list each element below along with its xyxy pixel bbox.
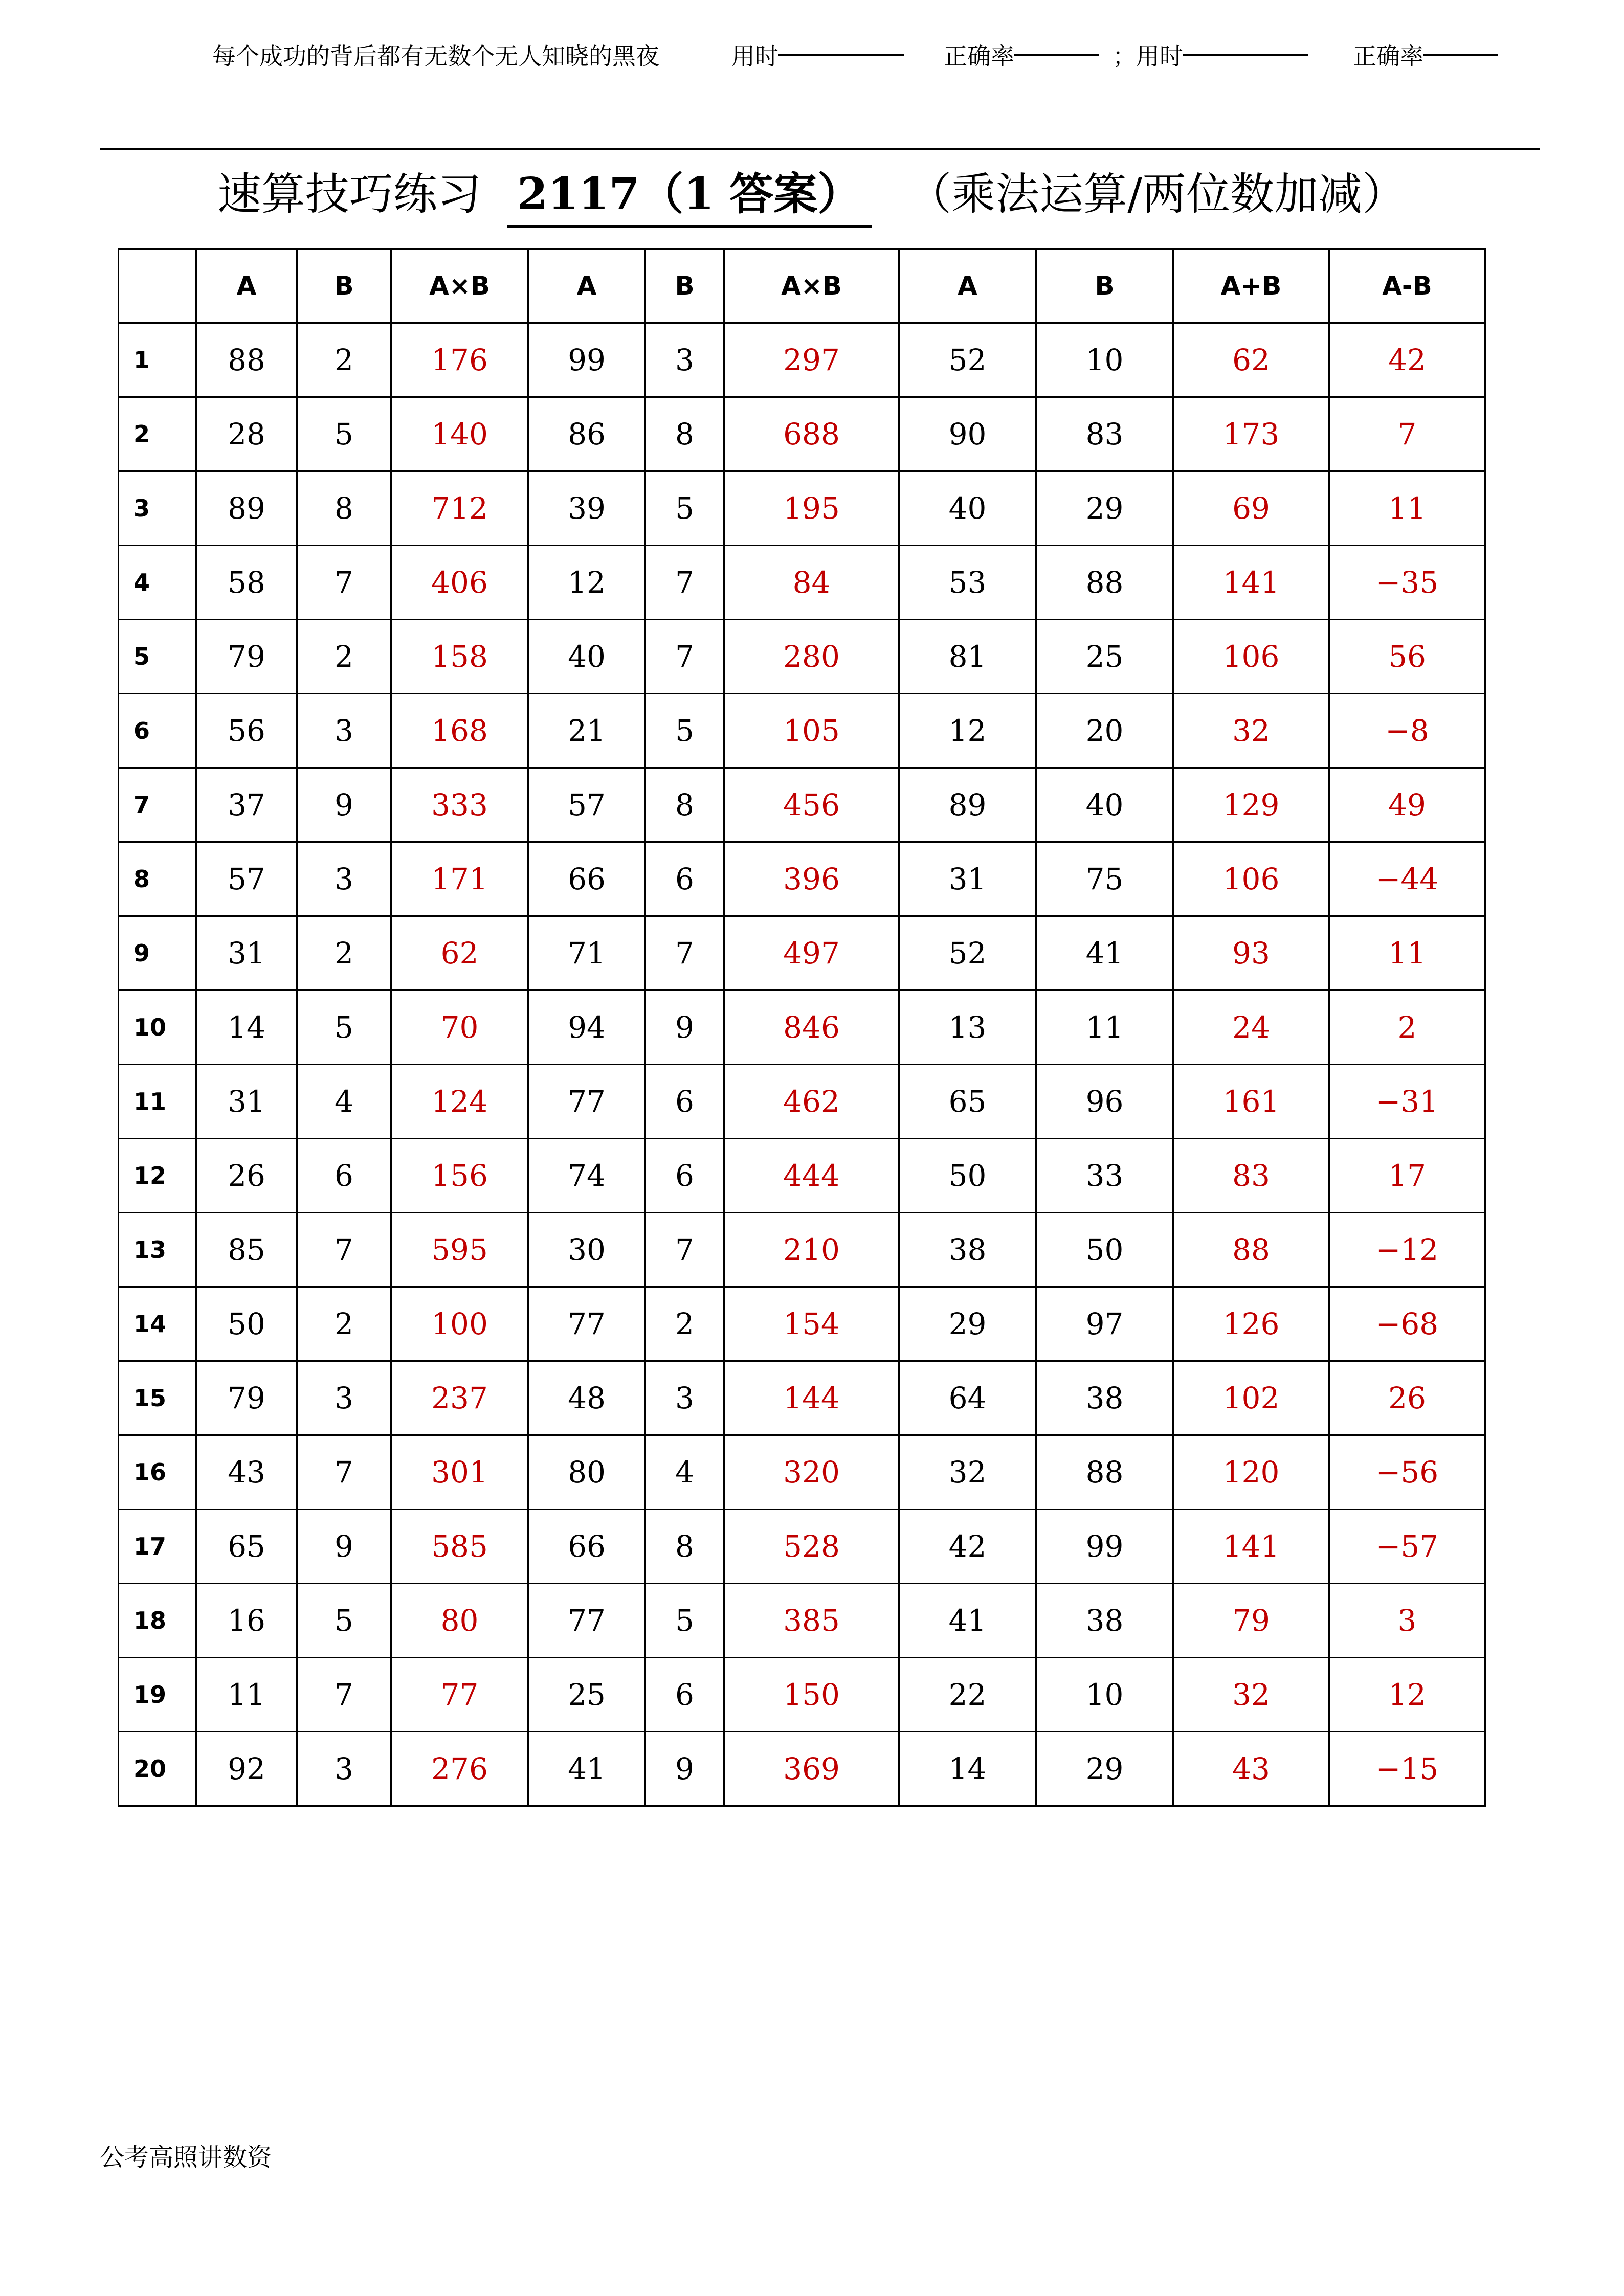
column-header-a1: A bbox=[196, 249, 297, 323]
column-header-difference: A-B bbox=[1329, 249, 1485, 323]
cell-a2: 40 bbox=[528, 620, 646, 694]
table-row bbox=[119, 1213, 1485, 1287]
row-number: 9 bbox=[119, 916, 196, 991]
cell-difference: 11 bbox=[1329, 471, 1485, 546]
cell-sum: 32 bbox=[1173, 1658, 1329, 1732]
cell-b2: 6 bbox=[646, 1065, 724, 1139]
row-number: 10 bbox=[119, 991, 196, 1065]
table-row bbox=[119, 1361, 1485, 1435]
cell-a1: 37 bbox=[196, 768, 297, 842]
cell-a1: 43 bbox=[196, 1435, 297, 1510]
row-number: 13 bbox=[119, 1213, 196, 1287]
cell-difference: −44 bbox=[1329, 842, 1485, 916]
cell-product1: 158 bbox=[391, 620, 528, 694]
time-field-1 bbox=[731, 26, 778, 87]
cell-product1: 595 bbox=[391, 1213, 528, 1287]
cell-a1: 92 bbox=[196, 1732, 297, 1806]
cell-a2: 77 bbox=[528, 1287, 646, 1361]
table-row bbox=[119, 1287, 1485, 1361]
cell-b1: 7 bbox=[297, 1213, 391, 1287]
cell-sum: 79 bbox=[1173, 1584, 1329, 1658]
table-row bbox=[119, 1732, 1485, 1806]
cell-a1: 31 bbox=[196, 916, 297, 991]
column-header-b3: B bbox=[1036, 249, 1173, 323]
cell-a2: 86 bbox=[528, 397, 646, 471]
cell-difference: 56 bbox=[1329, 620, 1485, 694]
cell-b1: 9 bbox=[297, 1510, 391, 1584]
cell-difference: −68 bbox=[1329, 1287, 1485, 1361]
header-line bbox=[100, 26, 1532, 87]
cell-b3: 29 bbox=[1036, 1732, 1173, 1806]
cell-difference: 17 bbox=[1329, 1139, 1485, 1213]
cell-a2: 66 bbox=[528, 1510, 646, 1584]
time-label-1: 用时 bbox=[731, 42, 778, 70]
header-row bbox=[119, 249, 1485, 323]
cell-difference: 7 bbox=[1329, 397, 1485, 471]
row-number: 1 bbox=[119, 323, 196, 397]
accuracy-blank-1[interactable] bbox=[1014, 26, 1099, 56]
cell-b1: 5 bbox=[297, 991, 391, 1065]
cell-a3: 14 bbox=[899, 1732, 1036, 1806]
cell-b2: 5 bbox=[646, 1584, 724, 1658]
cell-a3: 12 bbox=[899, 694, 1036, 768]
cell-difference: 49 bbox=[1329, 768, 1485, 842]
cell-b2: 7 bbox=[646, 546, 724, 620]
cell-a2: 77 bbox=[528, 1065, 646, 1139]
cell-a1: 16 bbox=[196, 1584, 297, 1658]
column-header-a3: A bbox=[899, 249, 1036, 323]
time-label-2: 用时 bbox=[1136, 42, 1183, 70]
cell-sum: 83 bbox=[1173, 1139, 1329, 1213]
cell-a1: 50 bbox=[196, 1287, 297, 1361]
cell-b2: 5 bbox=[646, 471, 724, 546]
table-row bbox=[119, 694, 1485, 768]
cell-a3: 40 bbox=[899, 471, 1036, 546]
separator: ； bbox=[1113, 42, 1136, 70]
cell-difference: 12 bbox=[1329, 1658, 1485, 1732]
cell-product2: 846 bbox=[724, 991, 899, 1065]
cell-a2: 99 bbox=[528, 323, 646, 397]
cell-b2: 3 bbox=[646, 323, 724, 397]
cell-product2: 144 bbox=[724, 1361, 899, 1435]
cell-sum: 173 bbox=[1173, 397, 1329, 471]
cell-a3: 53 bbox=[899, 546, 1036, 620]
cell-a2: 30 bbox=[528, 1213, 646, 1287]
page-title bbox=[217, 159, 1406, 230]
cell-a2: 25 bbox=[528, 1658, 646, 1732]
cell-product1: 156 bbox=[391, 1139, 528, 1213]
cell-product1: 333 bbox=[391, 768, 528, 842]
table-row bbox=[119, 768, 1485, 842]
row-number: 3 bbox=[119, 471, 196, 546]
table-row bbox=[119, 842, 1485, 916]
cell-a3: 29 bbox=[899, 1287, 1036, 1361]
cell-a2: 39 bbox=[528, 471, 646, 546]
cell-a1: 14 bbox=[196, 991, 297, 1065]
cell-a3: 90 bbox=[899, 397, 1036, 471]
accuracy-label-1: 正确率 bbox=[944, 42, 1014, 70]
column-header-index bbox=[119, 249, 196, 323]
cell-sum: 141 bbox=[1173, 1510, 1329, 1584]
cell-sum: 24 bbox=[1173, 991, 1329, 1065]
cell-product2: 280 bbox=[724, 620, 899, 694]
time-blank-1[interactable] bbox=[778, 26, 904, 56]
cell-difference: 2 bbox=[1329, 991, 1485, 1065]
accuracy-blank-2[interactable] bbox=[1423, 26, 1498, 56]
cell-a2: 66 bbox=[528, 842, 646, 916]
title-code: 2117（1 答案） bbox=[507, 164, 872, 228]
cell-a1: 31 bbox=[196, 1065, 297, 1139]
cell-product1: 176 bbox=[391, 323, 528, 397]
title-topic: （乘法运算/两位数加减） bbox=[907, 169, 1407, 220]
accuracy-field-2 bbox=[1353, 26, 1423, 87]
cell-b3: 38 bbox=[1036, 1584, 1173, 1658]
cell-a1: 65 bbox=[196, 1510, 297, 1584]
cell-b2: 9 bbox=[646, 991, 724, 1065]
cell-a2: 94 bbox=[528, 991, 646, 1065]
cell-product2: 528 bbox=[724, 1510, 899, 1584]
cell-a1: 89 bbox=[196, 471, 297, 546]
cell-a2: 21 bbox=[528, 694, 646, 768]
cell-b1: 2 bbox=[297, 323, 391, 397]
cell-b2: 5 bbox=[646, 694, 724, 768]
cell-difference: −8 bbox=[1329, 694, 1485, 768]
cell-sum: 106 bbox=[1173, 842, 1329, 916]
cell-difference: 26 bbox=[1329, 1361, 1485, 1435]
table-row bbox=[119, 1139, 1485, 1213]
cell-b3: 50 bbox=[1036, 1213, 1173, 1287]
motto: 每个成功的背后都有无数个无人知晓的黑夜 bbox=[212, 42, 659, 70]
cell-product2: 444 bbox=[724, 1139, 899, 1213]
cell-product1: 276 bbox=[391, 1732, 528, 1806]
header-divider bbox=[100, 148, 1540, 150]
cell-b3: 20 bbox=[1036, 694, 1173, 768]
cell-b3: 41 bbox=[1036, 916, 1173, 991]
table-row bbox=[119, 991, 1485, 1065]
cell-product2: 195 bbox=[724, 471, 899, 546]
title-main: 速算技巧练习 bbox=[217, 169, 481, 220]
cell-product1: 62 bbox=[391, 916, 528, 991]
cell-a3: 52 bbox=[899, 916, 1036, 991]
cell-a1: 58 bbox=[196, 546, 297, 620]
cell-product1: 301 bbox=[391, 1435, 528, 1510]
row-number: 5 bbox=[119, 620, 196, 694]
cell-a3: 38 bbox=[899, 1213, 1036, 1287]
cell-product1: 585 bbox=[391, 1510, 528, 1584]
cell-b2: 7 bbox=[646, 916, 724, 991]
cell-b1: 6 bbox=[297, 1139, 391, 1213]
cell-a3: 65 bbox=[899, 1065, 1036, 1139]
cell-product2: 84 bbox=[724, 546, 899, 620]
cell-product1: 406 bbox=[391, 546, 528, 620]
cell-a2: 77 bbox=[528, 1584, 646, 1658]
practice-table bbox=[118, 248, 1486, 1807]
cell-b1: 7 bbox=[297, 546, 391, 620]
cell-b1: 7 bbox=[297, 1435, 391, 1510]
cell-product2: 297 bbox=[724, 323, 899, 397]
cell-a3: 50 bbox=[899, 1139, 1036, 1213]
row-number: 11 bbox=[119, 1065, 196, 1139]
cell-product1: 124 bbox=[391, 1065, 528, 1139]
cell-product1: 140 bbox=[391, 397, 528, 471]
cell-a2: 12 bbox=[528, 546, 646, 620]
cell-a3: 64 bbox=[899, 1361, 1036, 1435]
table-row bbox=[119, 1584, 1485, 1658]
row-number: 4 bbox=[119, 546, 196, 620]
cell-b2: 2 bbox=[646, 1287, 724, 1361]
cell-b3: 10 bbox=[1036, 323, 1173, 397]
cell-product2: 385 bbox=[724, 1584, 899, 1658]
cell-a2: 48 bbox=[528, 1361, 646, 1435]
cell-sum: 126 bbox=[1173, 1287, 1329, 1361]
cell-b1: 2 bbox=[297, 620, 391, 694]
cell-a2: 41 bbox=[528, 1732, 646, 1806]
cell-sum: 141 bbox=[1173, 546, 1329, 620]
cell-product2: 369 bbox=[724, 1732, 899, 1806]
cell-product2: 154 bbox=[724, 1287, 899, 1361]
cell-product1: 237 bbox=[391, 1361, 528, 1435]
cell-a2: 71 bbox=[528, 916, 646, 991]
cell-b2: 7 bbox=[646, 620, 724, 694]
row-number: 19 bbox=[119, 1658, 196, 1732]
table-row bbox=[119, 1658, 1485, 1732]
cell-b1: 5 bbox=[297, 1584, 391, 1658]
cell-b3: 88 bbox=[1036, 1435, 1173, 1510]
row-number: 2 bbox=[119, 397, 196, 471]
cell-product1: 70 bbox=[391, 991, 528, 1065]
cell-b1: 3 bbox=[297, 1361, 391, 1435]
cell-b1: 2 bbox=[297, 1287, 391, 1361]
cell-b2: 8 bbox=[646, 397, 724, 471]
row-number: 12 bbox=[119, 1139, 196, 1213]
cell-a3: 32 bbox=[899, 1435, 1036, 1510]
cell-product1: 168 bbox=[391, 694, 528, 768]
cell-a1: 56 bbox=[196, 694, 297, 768]
column-header-a2: A bbox=[528, 249, 646, 323]
cell-difference: 42 bbox=[1329, 323, 1485, 397]
cell-difference: −12 bbox=[1329, 1213, 1485, 1287]
cell-b3: 88 bbox=[1036, 546, 1173, 620]
cell-sum: 102 bbox=[1173, 1361, 1329, 1435]
accuracy-field-1 bbox=[944, 26, 1014, 87]
table-row bbox=[119, 1065, 1485, 1139]
table-row bbox=[119, 323, 1485, 397]
cell-b1: 4 bbox=[297, 1065, 391, 1139]
cell-b1: 3 bbox=[297, 842, 391, 916]
cell-a1: 28 bbox=[196, 397, 297, 471]
cell-difference: −56 bbox=[1329, 1435, 1485, 1510]
cell-b2: 9 bbox=[646, 1732, 724, 1806]
row-number: 8 bbox=[119, 842, 196, 916]
cell-sum: 69 bbox=[1173, 471, 1329, 546]
cell-b2: 8 bbox=[646, 1510, 724, 1584]
column-header-b1: B bbox=[297, 249, 391, 323]
cell-a1: 79 bbox=[196, 620, 297, 694]
row-number: 6 bbox=[119, 694, 196, 768]
cell-product2: 688 bbox=[724, 397, 899, 471]
cell-product1: 77 bbox=[391, 1658, 528, 1732]
cell-b1: 8 bbox=[297, 471, 391, 546]
table-row bbox=[119, 546, 1485, 620]
cell-product1: 80 bbox=[391, 1584, 528, 1658]
cell-a3: 42 bbox=[899, 1510, 1036, 1584]
cell-sum: 129 bbox=[1173, 768, 1329, 842]
cell-a3: 81 bbox=[899, 620, 1036, 694]
table-row bbox=[119, 1435, 1485, 1510]
cell-product2: 105 bbox=[724, 694, 899, 768]
cell-product1: 712 bbox=[391, 471, 528, 546]
row-number: 16 bbox=[119, 1435, 196, 1510]
cell-sum: 32 bbox=[1173, 694, 1329, 768]
cell-a3: 52 bbox=[899, 323, 1036, 397]
cell-a1: 85 bbox=[196, 1213, 297, 1287]
cell-b3: 99 bbox=[1036, 1510, 1173, 1584]
row-number: 14 bbox=[119, 1287, 196, 1361]
cell-b2: 7 bbox=[646, 1213, 724, 1287]
table-body bbox=[119, 323, 1485, 1806]
cell-b3: 11 bbox=[1036, 991, 1173, 1065]
cell-sum: 161 bbox=[1173, 1065, 1329, 1139]
cell-sum: 106 bbox=[1173, 620, 1329, 694]
row-number: 20 bbox=[119, 1732, 196, 1806]
cell-b3: 10 bbox=[1036, 1658, 1173, 1732]
cell-difference: −15 bbox=[1329, 1732, 1485, 1806]
cell-product1: 100 bbox=[391, 1287, 528, 1361]
cell-a3: 13 bbox=[899, 991, 1036, 1065]
cell-b1: 3 bbox=[297, 694, 391, 768]
cell-b3: 29 bbox=[1036, 471, 1173, 546]
cell-a1: 79 bbox=[196, 1361, 297, 1435]
cell-product2: 396 bbox=[724, 842, 899, 916]
cell-a1: 57 bbox=[196, 842, 297, 916]
table-row bbox=[119, 1510, 1485, 1584]
cell-b1: 9 bbox=[297, 768, 391, 842]
column-header-sum: A+B bbox=[1173, 249, 1329, 323]
table-row bbox=[119, 471, 1485, 546]
cell-sum: 62 bbox=[1173, 323, 1329, 397]
cell-difference: 3 bbox=[1329, 1584, 1485, 1658]
cell-b2: 6 bbox=[646, 1658, 724, 1732]
cell-b2: 4 bbox=[646, 1435, 724, 1510]
cell-b3: 33 bbox=[1036, 1139, 1173, 1213]
row-number: 17 bbox=[119, 1510, 196, 1584]
cell-b3: 38 bbox=[1036, 1361, 1173, 1435]
cell-b1: 7 bbox=[297, 1658, 391, 1732]
cell-a1: 11 bbox=[196, 1658, 297, 1732]
cell-b2: 3 bbox=[646, 1361, 724, 1435]
cell-product2: 210 bbox=[724, 1213, 899, 1287]
cell-a3: 41 bbox=[899, 1584, 1036, 1658]
accuracy-label-2: 正确率 bbox=[1353, 42, 1423, 70]
cell-b2: 6 bbox=[646, 1139, 724, 1213]
cell-product1: 171 bbox=[391, 842, 528, 916]
cell-b3: 83 bbox=[1036, 397, 1173, 471]
cell-b1: 3 bbox=[297, 1732, 391, 1806]
footer-text: 公考高照讲数资 bbox=[100, 2143, 272, 2172]
row-number: 15 bbox=[119, 1361, 196, 1435]
cell-b1: 5 bbox=[297, 397, 391, 471]
cell-b2: 6 bbox=[646, 842, 724, 916]
table-row bbox=[119, 397, 1485, 471]
cell-a1: 26 bbox=[196, 1139, 297, 1213]
cell-a2: 74 bbox=[528, 1139, 646, 1213]
cell-b3: 75 bbox=[1036, 842, 1173, 916]
cell-a2: 57 bbox=[528, 768, 646, 842]
cell-product2: 456 bbox=[724, 768, 899, 842]
cell-difference: 11 bbox=[1329, 916, 1485, 991]
cell-b1: 2 bbox=[297, 916, 391, 991]
cell-product2: 150 bbox=[724, 1658, 899, 1732]
time-field-2 bbox=[1113, 26, 1183, 87]
column-header-b2: B bbox=[646, 249, 724, 323]
row-number: 18 bbox=[119, 1584, 196, 1658]
cell-sum: 88 bbox=[1173, 1213, 1329, 1287]
column-header-product1: A×B bbox=[391, 249, 528, 323]
cell-product2: 462 bbox=[724, 1065, 899, 1139]
cell-difference: −57 bbox=[1329, 1510, 1485, 1584]
column-header-product2: A×B bbox=[724, 249, 899, 323]
cell-a2: 80 bbox=[528, 1435, 646, 1510]
cell-difference: −31 bbox=[1329, 1065, 1485, 1139]
cell-b3: 96 bbox=[1036, 1065, 1173, 1139]
cell-b3: 25 bbox=[1036, 620, 1173, 694]
cell-a3: 22 bbox=[899, 1658, 1036, 1732]
cell-sum: 93 bbox=[1173, 916, 1329, 991]
row-number: 7 bbox=[119, 768, 196, 842]
cell-b3: 40 bbox=[1036, 768, 1173, 842]
cell-difference: −35 bbox=[1329, 546, 1485, 620]
cell-sum: 120 bbox=[1173, 1435, 1329, 1510]
cell-b3: 97 bbox=[1036, 1287, 1173, 1361]
cell-a1: 88 bbox=[196, 323, 297, 397]
cell-a3: 31 bbox=[899, 842, 1036, 916]
table-row bbox=[119, 620, 1485, 694]
cell-sum: 43 bbox=[1173, 1732, 1329, 1806]
cell-a3: 89 bbox=[899, 768, 1036, 842]
cell-b2: 8 bbox=[646, 768, 724, 842]
cell-product2: 320 bbox=[724, 1435, 899, 1510]
table-row bbox=[119, 916, 1485, 991]
cell-product2: 497 bbox=[724, 916, 899, 991]
time-blank-2[interactable] bbox=[1183, 26, 1308, 56]
